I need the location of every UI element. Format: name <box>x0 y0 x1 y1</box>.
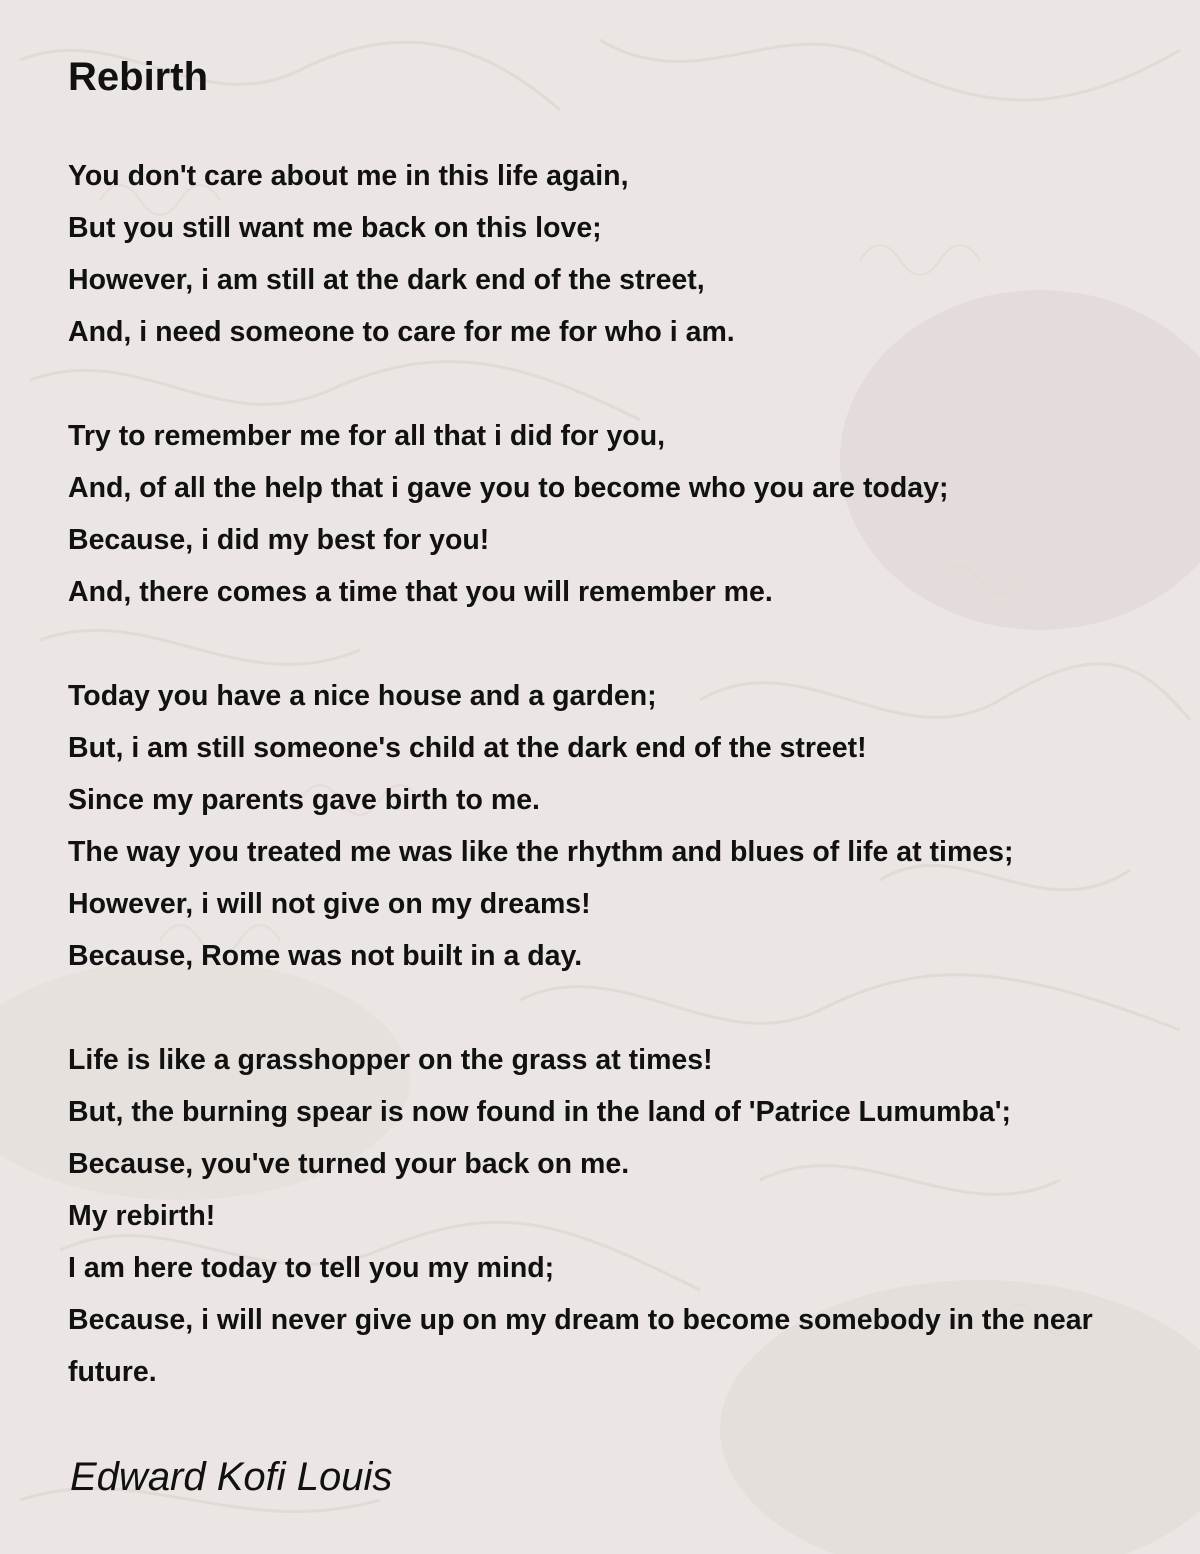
poem-line: But you still want me back on this love; <box>68 212 602 244</box>
poem-line: The way you treated me was like the rhythm and blues of life at times; <box>68 836 1014 868</box>
poem-line: Life is like a grasshopper on the grass at times! <box>68 1044 713 1076</box>
poem-line: And, i need someone to care for me for who i am. <box>68 316 735 348</box>
poem-line: Because, Rome was not built in a day. <box>68 940 583 972</box>
poem-line: I am here today to tell you my mind; <box>68 1252 555 1284</box>
stanza-1 <box>68 150 1168 358</box>
stanza-4 <box>68 1034 1168 1398</box>
poem-title: Rebirth <box>68 55 208 99</box>
poem-line: Because, you've turned your back on me. <box>68 1148 630 1180</box>
poem-container <box>68 54 1168 1450</box>
poem-line: And, there comes a time that you will remember me. <box>68 576 773 608</box>
poem-line: My rebirth! <box>68 1200 216 1232</box>
poem-line: But, the burning spear is now found in the land of 'Patrice Lumumba'; <box>68 1096 1011 1128</box>
poem-line: Because, i did my best for you! <box>68 524 490 556</box>
poem-line: Since my parents gave birth to me. <box>68 784 540 816</box>
poem-line: But, i am still someone's child at the dark end of the street! <box>68 732 867 764</box>
author-name: Edward Kofi Louis <box>70 1455 393 1499</box>
poem-line: However, i will not give on my dreams! <box>68 888 591 920</box>
stanza-2 <box>68 410 1168 618</box>
poem-line: Try to remember me for all that i did for you, <box>68 420 666 452</box>
poem-body <box>68 150 1168 1398</box>
poem-line: You don't care about me in this life again, <box>68 160 629 192</box>
stanza-3 <box>68 670 1168 982</box>
poem-line: Because, i will never give up on my dream to become somebody in the near future. <box>68 1304 1093 1388</box>
poem-line: However, i am still at the dark end of the street, <box>68 264 705 296</box>
poem-line: And, of all the help that i gave you to become who you are today; <box>68 472 949 504</box>
poem-line: Today you have a nice house and a garden; <box>68 680 657 712</box>
